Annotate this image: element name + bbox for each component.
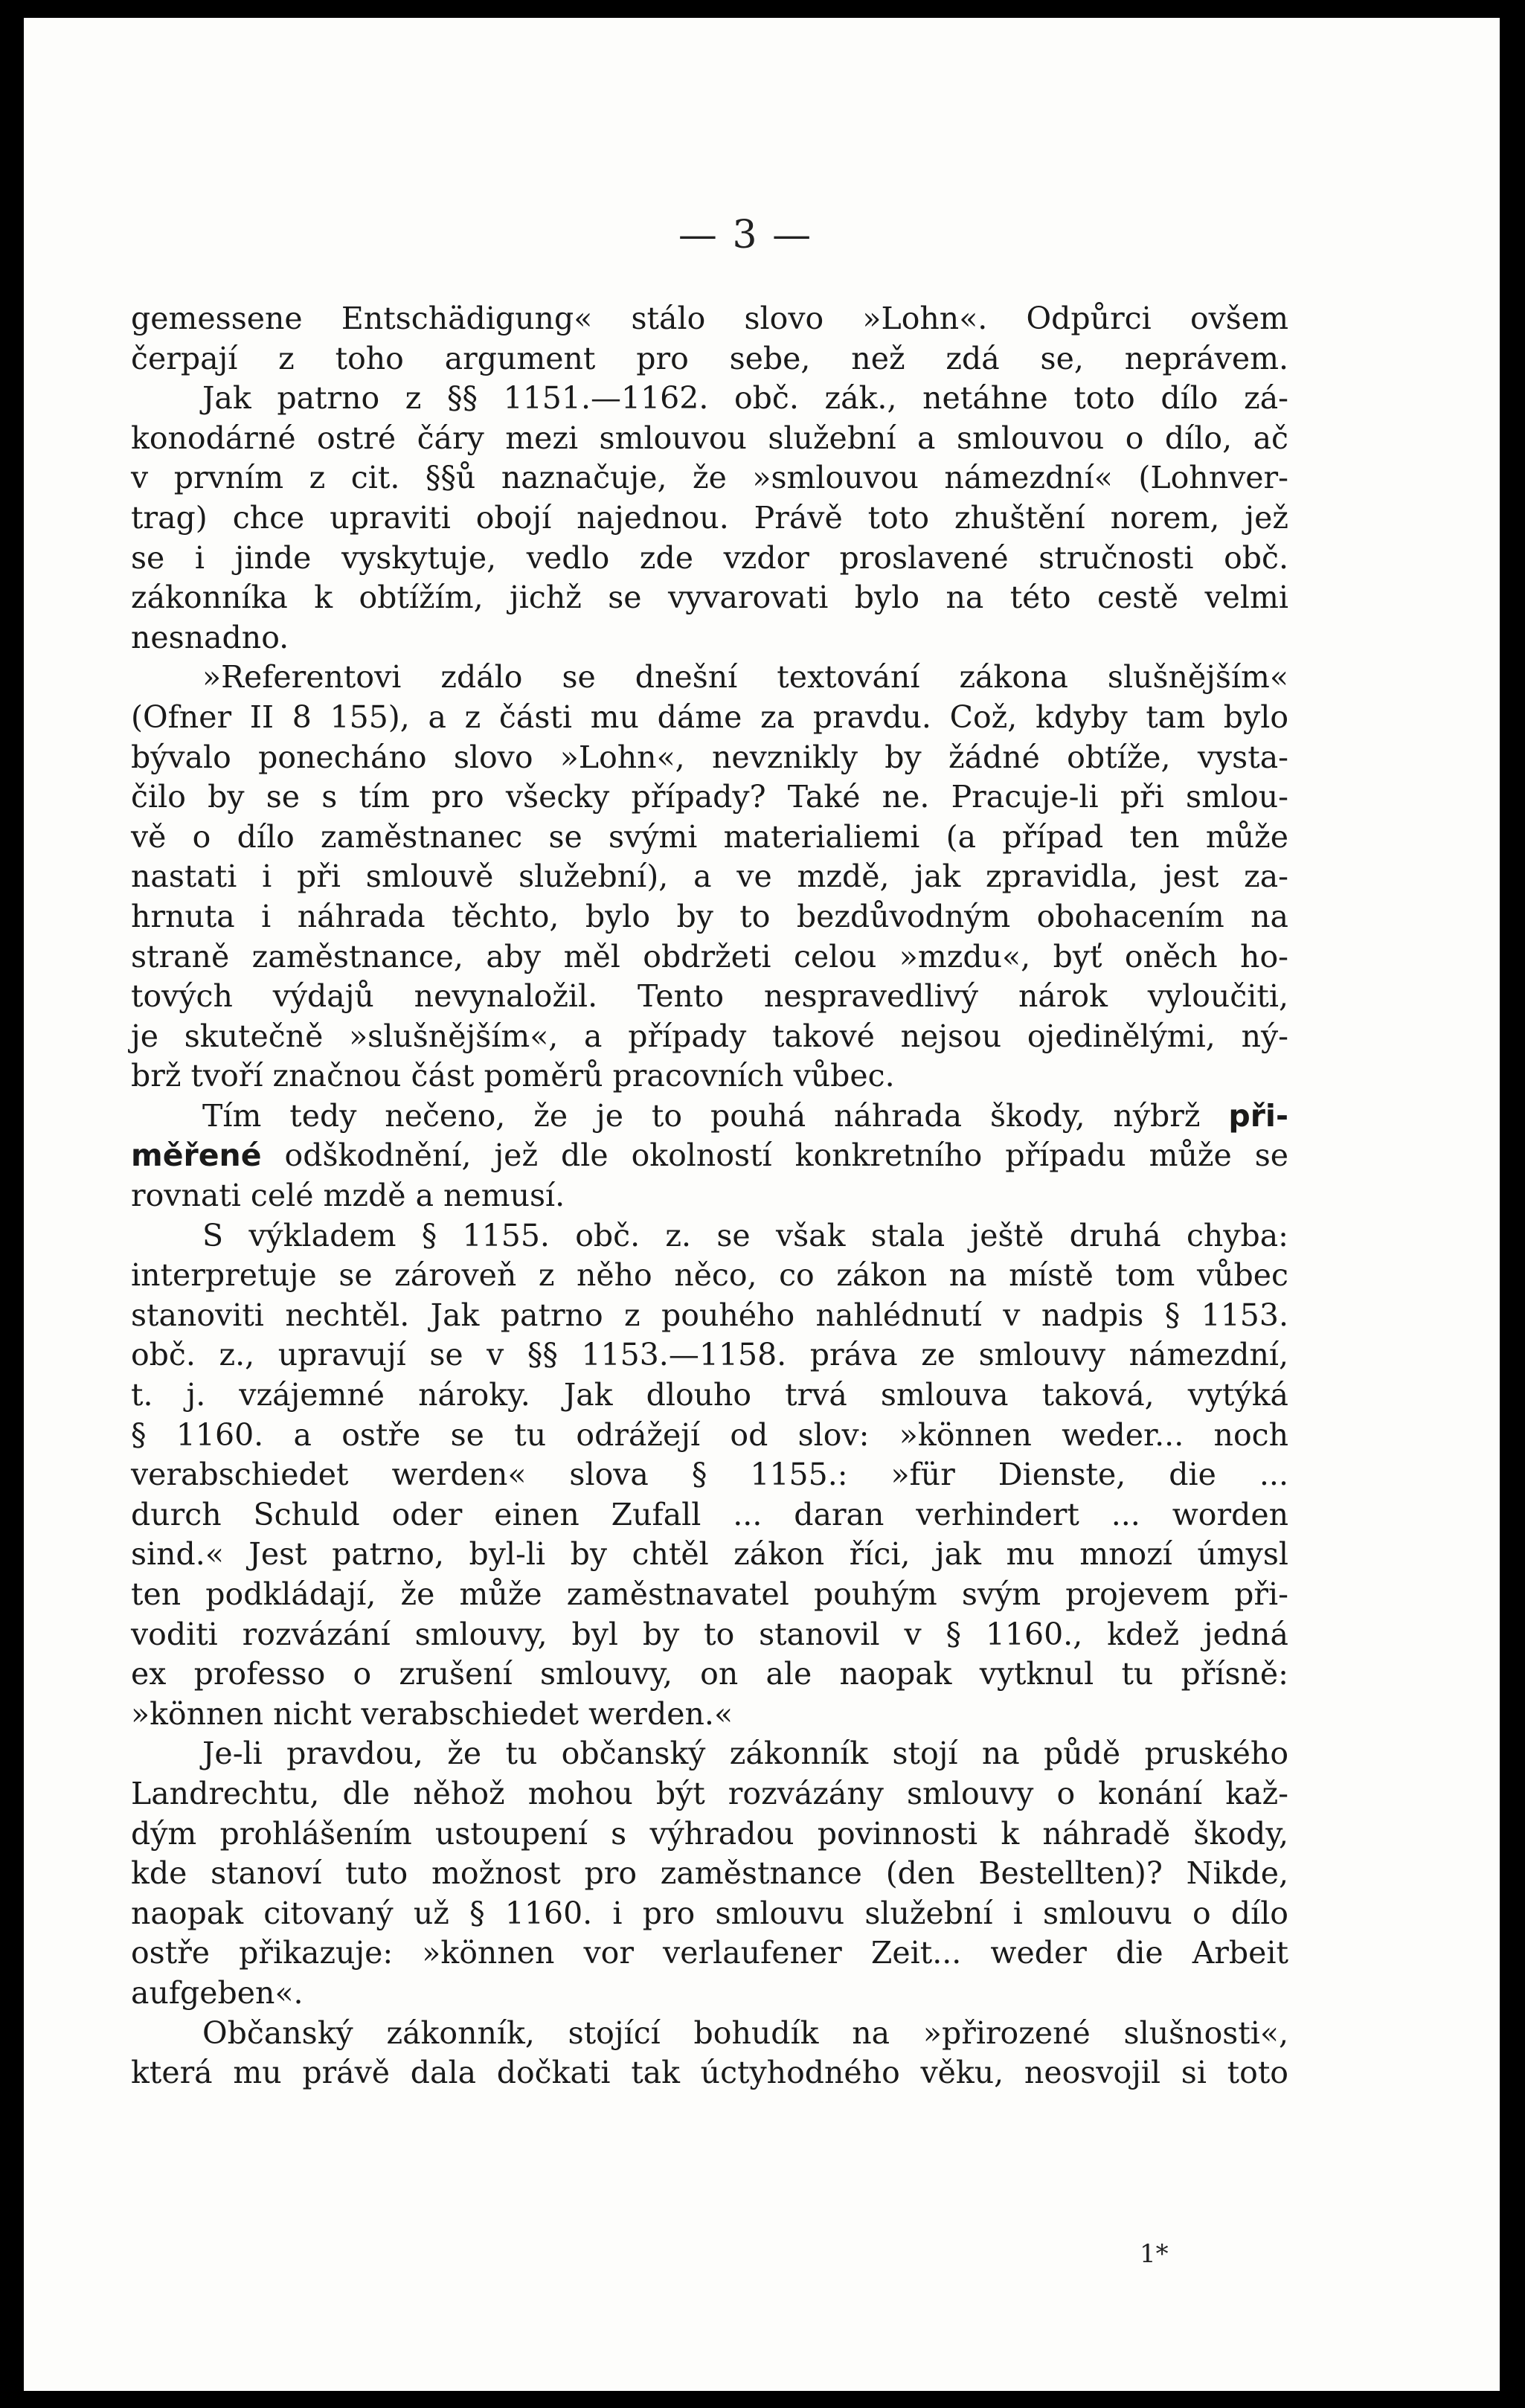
text-line: která mu právě dala dočkati tak úctyhodného věku, neosvojil si toto <box>131 2055 1288 2091</box>
text-line <box>131 1136 1288 1176</box>
paragraph <box>131 299 1288 658</box>
paragraph <box>131 1216 1288 1735</box>
text-line: stanoviti nechtěl. Jak patrno z pouhého nahlédnutí v nadpis § 1153. <box>131 1297 1288 1333</box>
text-line: hrnuta i náhrada těchto, bylo by to bezdůvodným obohacením na <box>131 898 1288 934</box>
text-line: Občanský zákonník, stojící bohudík na »přirozené slušnosti«, <box>202 2014 1288 2051</box>
text-line: vě o dílo zaměstnanec se svými materialiemi (a případ ten může <box>131 818 1288 855</box>
text-run: Tím tedy nečeno, že je to pouhá náhrada škody, nýbrž <box>202 1097 1229 1134</box>
text-line: ostře přikazuje: »können vor verlaufener Zeit... weder die Arbeit <box>131 1935 1288 1971</box>
text-line: durch Schuld oder einen Zufall ... daran verhindert ... worden <box>131 1496 1288 1532</box>
text-line: naopak citovaný už § 1160. i pro smlouvu služební i smlouvu o dílo <box>131 1895 1288 1931</box>
text-line: nesnadno. <box>131 619 289 655</box>
text-line: verabschiedet werden« slova § 1155.: »für Dienste, die ... <box>131 1457 1288 1493</box>
text-line: čilo by se s tím pro všecky případy? Také ne. Pracuje-li při smlou- <box>131 779 1288 815</box>
text-line: zákonníka k obtížím, jichž se vyvarovati bylo na této cestě velmi <box>131 579 1288 616</box>
text-line: obč. z., upravují se v §§ 1153.—1158. práva ze smlouvy námezdní, <box>131 1337 1288 1373</box>
text-line: gemessene Entschädigung« stálo slovo »Lohn«. Odpůrci ovšem <box>131 301 1288 336</box>
text-line: kde stanoví tuto možnost pro zaměstnance (den Bestellten)? Nikde, <box>131 1855 1288 1892</box>
text-line: konodárné ostré čáry mezi smlouvou služební a smlouvou o dílo, ač <box>131 420 1288 456</box>
text-line: ten podkládají, že může zaměstnavatel pouhým svým projevem při- <box>131 1576 1288 1612</box>
text-line: tových výdajů nevynaložil. Tento nespravedlivý nárok vyloučiti, <box>131 978 1288 1015</box>
text-line <box>131 1097 1288 1137</box>
text-line: čerpají z toho argument pro sebe, než zdá se, neprávem. <box>131 340 1288 376</box>
text-line: Jak patrno z §§ 1151.—1162. obč. zák., netáhne toto dílo zá- <box>202 380 1288 417</box>
text-line: (Ofner II 8 155), a z části mu dáme za pravdu. Což, kdyby tam bylo <box>131 699 1288 735</box>
text-line: straně zaměstnance, aby měl obdržeti celou »mzdu«, byť oněch ho- <box>131 938 1288 975</box>
text-line: sind.« Jest patrno, byl-li by chtěl zákon říci, jak mu mnozí úmysl <box>131 1536 1288 1573</box>
text-line: brž tvoří značnou část poměrů pracovních vůbec. <box>131 1058 895 1094</box>
emphasis: při- <box>1228 1097 1288 1134</box>
text-line: bývalo ponecháno slovo »Lohn«, nevznikly by žádné obtíže, vysta- <box>131 739 1288 775</box>
text-line: Je-li pravdou, že tu občanský zákonník stojí na půdě pruského <box>202 1736 1288 1772</box>
text-line: trag) chce upraviti obojí najednou. Právě toto zhuštění norem, jež <box>131 499 1288 536</box>
page-number: — 3 — <box>678 213 813 257</box>
book-page <box>24 18 1500 2391</box>
text-line: § 1160. a ostře se tu odrážejí od slov: »können weder... noch <box>131 1416 1288 1453</box>
text-line: ex professo o zrušení smlouvy, on ale naopak vytknul tu přísně: <box>131 1656 1288 1692</box>
text-line: t. j. vzájemné nároky. Jak dlouho trvá smlouva taková, vytýká <box>131 1377 1288 1413</box>
emphasis: měřené <box>131 1137 262 1174</box>
text-line: Landrechtu, dle něhož mohou být rozvázány smlouvy o konání kaž- <box>131 1775 1288 1811</box>
text-line: voditi rozvázání smlouvy, byl by to stanovil v § 1160., kdež jedná <box>131 1616 1288 1652</box>
text-line: rovnati celé mzdě a nemusí. <box>131 1178 565 1214</box>
text-line: »Referentovi zdálo se dnešní textování zákona slušnějším« <box>202 659 1288 696</box>
paragraph <box>131 2014 1288 2093</box>
text-line: S výkladem § 1155. obč. z. se však stala ještě druhá chyba: <box>202 1217 1288 1253</box>
paragraph <box>131 1734 1288 2013</box>
text-line: interpretuje se zároveň z něho něco, co zákon na místě tom vůbec <box>131 1257 1288 1294</box>
text-run: odškodnění, jež dle okolností konkretního případu může se <box>261 1137 1288 1174</box>
text-line: aufgeben«. <box>131 1974 304 2011</box>
paragraph <box>131 658 1288 1097</box>
text-line: »können nicht verabschiedet werden.« <box>131 1695 733 1732</box>
text-line: v prvním z cit. §§ů naznačuje, že »smlouvou námezdní« (Lohnver- <box>131 460 1288 496</box>
text-line: se i jinde vyskytuje, vedlo zde vzdor proslavené stručnosti obč. <box>131 539 1288 576</box>
text-line: nastati i při smlouvě služební), a ve mzdě, jak zpravidla, jest za- <box>131 858 1288 895</box>
signature-mark: 1* <box>1140 2239 1169 2269</box>
text-line: dým prohlášením ustoupení s výhradou povinnosti k náhradě škody, <box>131 1815 1288 1852</box>
body-text <box>131 299 1288 2093</box>
paragraph <box>131 1097 1288 1216</box>
text-line: je skutečně »slušnějším«, a případy takové nejsou ojedinělými, ný- <box>131 1018 1288 1054</box>
